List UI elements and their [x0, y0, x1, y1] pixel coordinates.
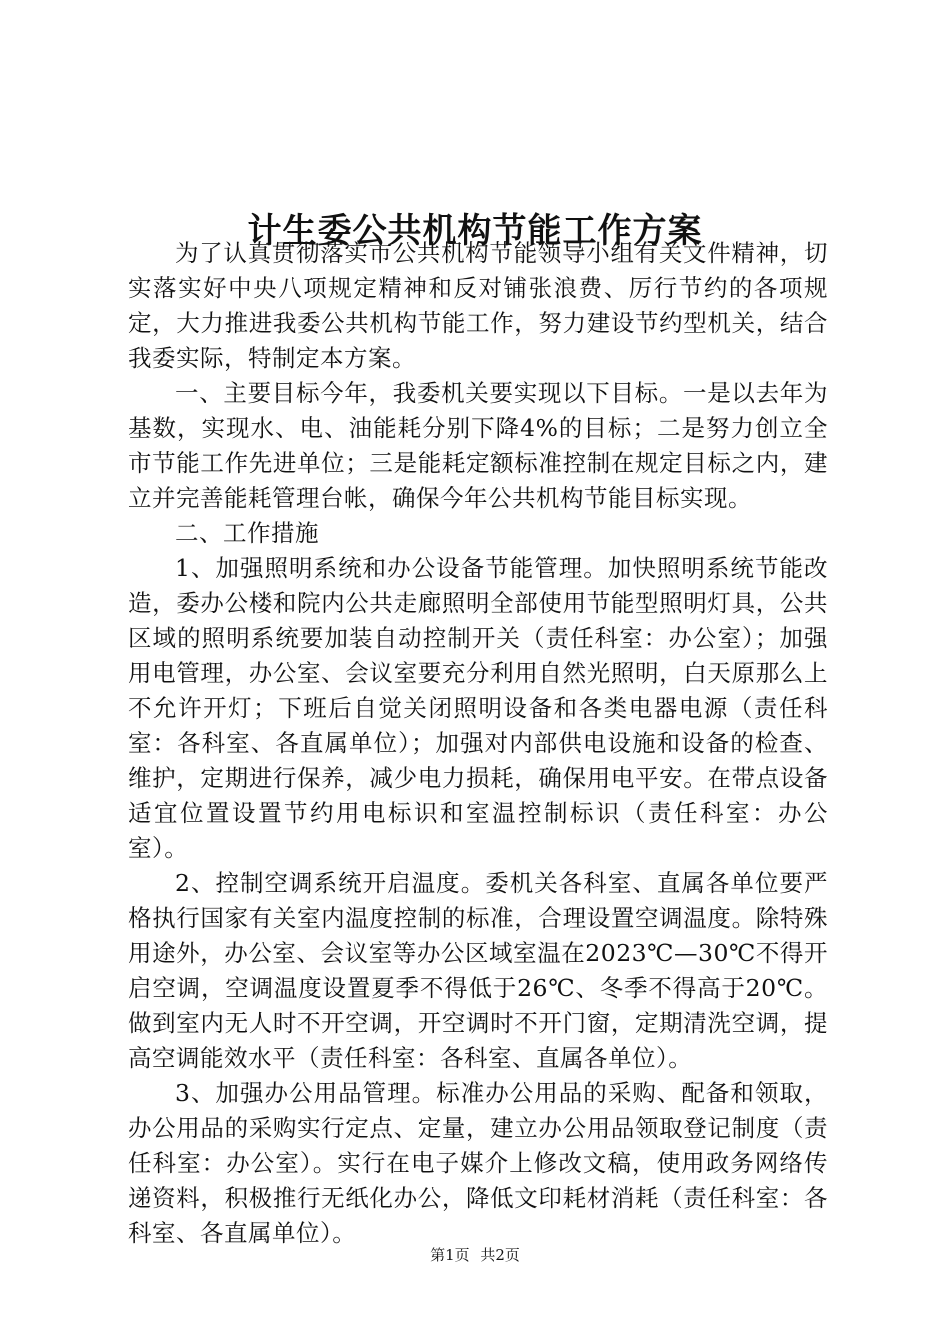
paragraph-measure-lighting: 1、加强照明系统和办公设备节能管理。加快照明系统节能改造，委办公楼和院内公共走廊照明全部使用节能型照明灯具，公共区域的照明系统要加装自动控制开关（责任科室：办公室）；加强用电管理，办公室、会议室要充分利用自然光照明，白天原那么上不允许开灯；下班后自觉关闭照明设备和各类电器电源（责任科室：各科室、各直属单位）；加强对内部供电设施和设备的检查、维护，定期进行保养，减少电力损耗，确保用电平安。在带点设备适宜位置设置节约用电标识和室温控制标识（责任科室：办公室）。 [128, 554, 828, 862]
paragraph-intro: 为了认真贯彻落实市公共机构节能领导小组有关文件精神，切实落实好中央八项规定精神和反对铺张浪费、厉行节约的各项规定，大力推进我委公共机构节能工作，努力建设节约型机关，结合我委实际，特制定本方案。 [128, 239, 828, 372]
page-footer [0, 1245, 950, 1265]
paragraph-measures-heading: 二、工作措施 [175, 519, 319, 547]
document-title: 计生委公共机构节能工作方案 [247, 210, 703, 251]
paragraph-goals: 一、主要目标今年，我委机关要实现以下目标。一是以去年为基数，实现水、电、油能耗分别下降4%的目标；二是努力创立全市节能工作先进单位；三是能耗定额标准控制在规定目标之内，建立并完善能耗管理台帐，确保今年公共机构节能目标实现。 [128, 379, 828, 512]
document-body [128, 236, 828, 1251]
paragraph-measure-air-conditioning: 2、控制空调系统开启温度。委机关各科室、直属各单位要严格执行国家有关室内温度控制的标准，合理设置空调温度。除特殊用途外，办公室、会议室等办公区域室温在2023℃—30℃不得开启空调，空调温度设置夏季不得低于26℃、冬季不得高于20℃。做到室内无人时不开空调，开空调时不开门窗，定期清洗空调，提高空调能效水平（责任科室：各科室、直属各单位）。 [128, 869, 828, 1072]
page-total: 共2页 [480, 1246, 520, 1264]
page-number: 第1页 [430, 1246, 470, 1264]
paragraph-measure-office-supplies: 3、加强办公用品管理。标准办公用品的采购、配备和领取，办公用品的采购实行定点、定量，建立办公用品领取登记制度（责任科室：办公室）。实行在电子媒介上修改文稿，使用政务网络传递资料，积极推行无纸化办公，降低文印耗材消耗（责任科室：各科室、各直属单位）。 [128, 1079, 828, 1247]
